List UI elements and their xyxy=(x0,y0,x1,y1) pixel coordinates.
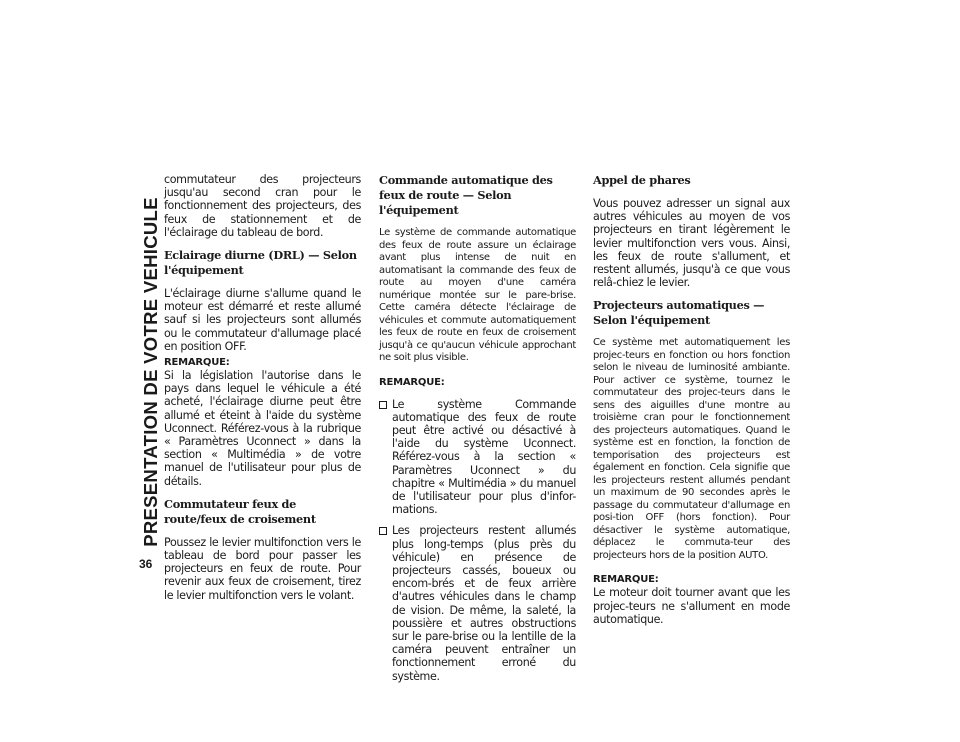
auto-highbeam-remark-label: REMARQUE: xyxy=(379,376,445,388)
page-number: 36 xyxy=(139,557,153,571)
autolamp-remark-label: REMARQUE: xyxy=(593,574,659,586)
autolamp-heading: Projecteurs automatiques — Selon l'équipement xyxy=(593,298,765,328)
column-1 xyxy=(164,173,361,602)
bullet-text: Le système Commande automatique des feux de route peut être activé ou désactivé à l'aide du système Uconnect. Référez-vous à la section « Paramètres Uconnect » du chapitre « Multimédia » du manuel de l'utilisateur pour plus d'infor-mations. xyxy=(392,397,576,517)
switch-paragraph: Poussez le levier multifonction vers le tableau de bord pour passer les projecteurs en feux de route. Pour revenir aux feux de croisement, tirez le levier multifonction vers le volant. xyxy=(164,535,361,602)
auto-highbeam-paragraph: Le système de commande automatique des feux de route assure un éclairage avant plus intense de nuit en automatisant la commande des feux de route au moyen d'une caméra numérique montée sur le pare-brise. Cette caméra détecte l'éclairage de véhicules et commute automatiquement les feux de route en feux de croisement jusqu'à ce qu'aucun véhicule approchant ne soit plus visible. xyxy=(379,227,576,363)
flash-heading: Appel de phares xyxy=(593,173,691,187)
section-title-text: PRESENTATION DE VOTRE VEHICULE xyxy=(140,197,161,547)
drl-heading: Eclairage diurne (DRL) — Selon l'équipement xyxy=(164,248,357,278)
list-item xyxy=(379,398,576,517)
flash-paragraph: Vous pouvez adresser un signal aux autres véhicules au moyen de vos projecteurs en tirant légèrement le levier multifonction vers vous. Ainsi, les feux de route s'allument, et restent allumés, jusqu'à ce que vous relâ-chiez le levier. xyxy=(593,197,790,290)
drl-paragraph: L'éclairage diurne s'allume quand le moteur est démarré et reste allumé sauf si les projecteurs sont allumés ou le commutateur d'allumage placé en position OFF. xyxy=(164,287,361,353)
intro-paragraph: commutateur des projecteurs jusqu'au second cran pour le fonctionnement des projecteurs, des feux de stationnement et de l'éclairage du tableau de bord. xyxy=(164,173,361,239)
drl-remark-label: REMARQUE: xyxy=(164,357,230,369)
bullet-text: Les projecteurs restent allumés plus long-temps (plus près du véhicule) en présence de projecteurs cassés, boueux ou encom-brés et de feux arrière d'autres véhicules dans le champ de vision. De même, la saleté, la poussière et autres obstructions sur le pare-brise ou la lentille de la caméra peuvent entraîner un fonctionnement erroné du système. xyxy=(392,524,576,683)
autolamp-remark-paragraph: Le moteur doit tourner avant que les projec-teurs ne s'allument en mode automatique. xyxy=(593,586,790,626)
column-2 xyxy=(379,173,576,683)
auto-highbeam-heading: Commande automatique des feux de route — Selon l'équipement xyxy=(379,173,553,217)
autolamp-paragraph: Ce système met automatiquement les projec-teurs en fonction ou hors fonction selon le niveau de luminosité ambiante. Pour activer ce système, tournez le commutateur des projec-teurs dans le sens des aiguilles d'une montre au troisième cran pour le fonctionnement des projecteurs automatiques. Quand le système est en fonction, la fonction de temporisation des projecteurs est également en fonction. Cela signifie que les projecteurs restent allumés pendant un maximum de 90 secondes après le passage du commutateur d'allumage en posi-tion OFF (hors fonction). Pour désactiver le système automatique, déplacez le commuta-teur des projecteurs hors de la position AUTO. xyxy=(593,337,790,561)
remark-bullet-list xyxy=(379,398,576,683)
list-item xyxy=(379,524,576,682)
section-side-title xyxy=(139,168,163,576)
switch-heading: Commutateur feux de route/feux de croisement xyxy=(164,496,316,526)
drl-remark-paragraph: Si la législation l'autorise dans le pays dans lequel le véhicule a été acheté, l'éclairage diurne peut être allumé et éteint à l'aide du système Uconnect. Référez-vous à la rubrique « Paramètres Uconnect » dans la section « Multimédia » de votre manuel de l'utilisateur pour plus de détails. xyxy=(164,369,361,488)
column-3 xyxy=(593,173,790,626)
